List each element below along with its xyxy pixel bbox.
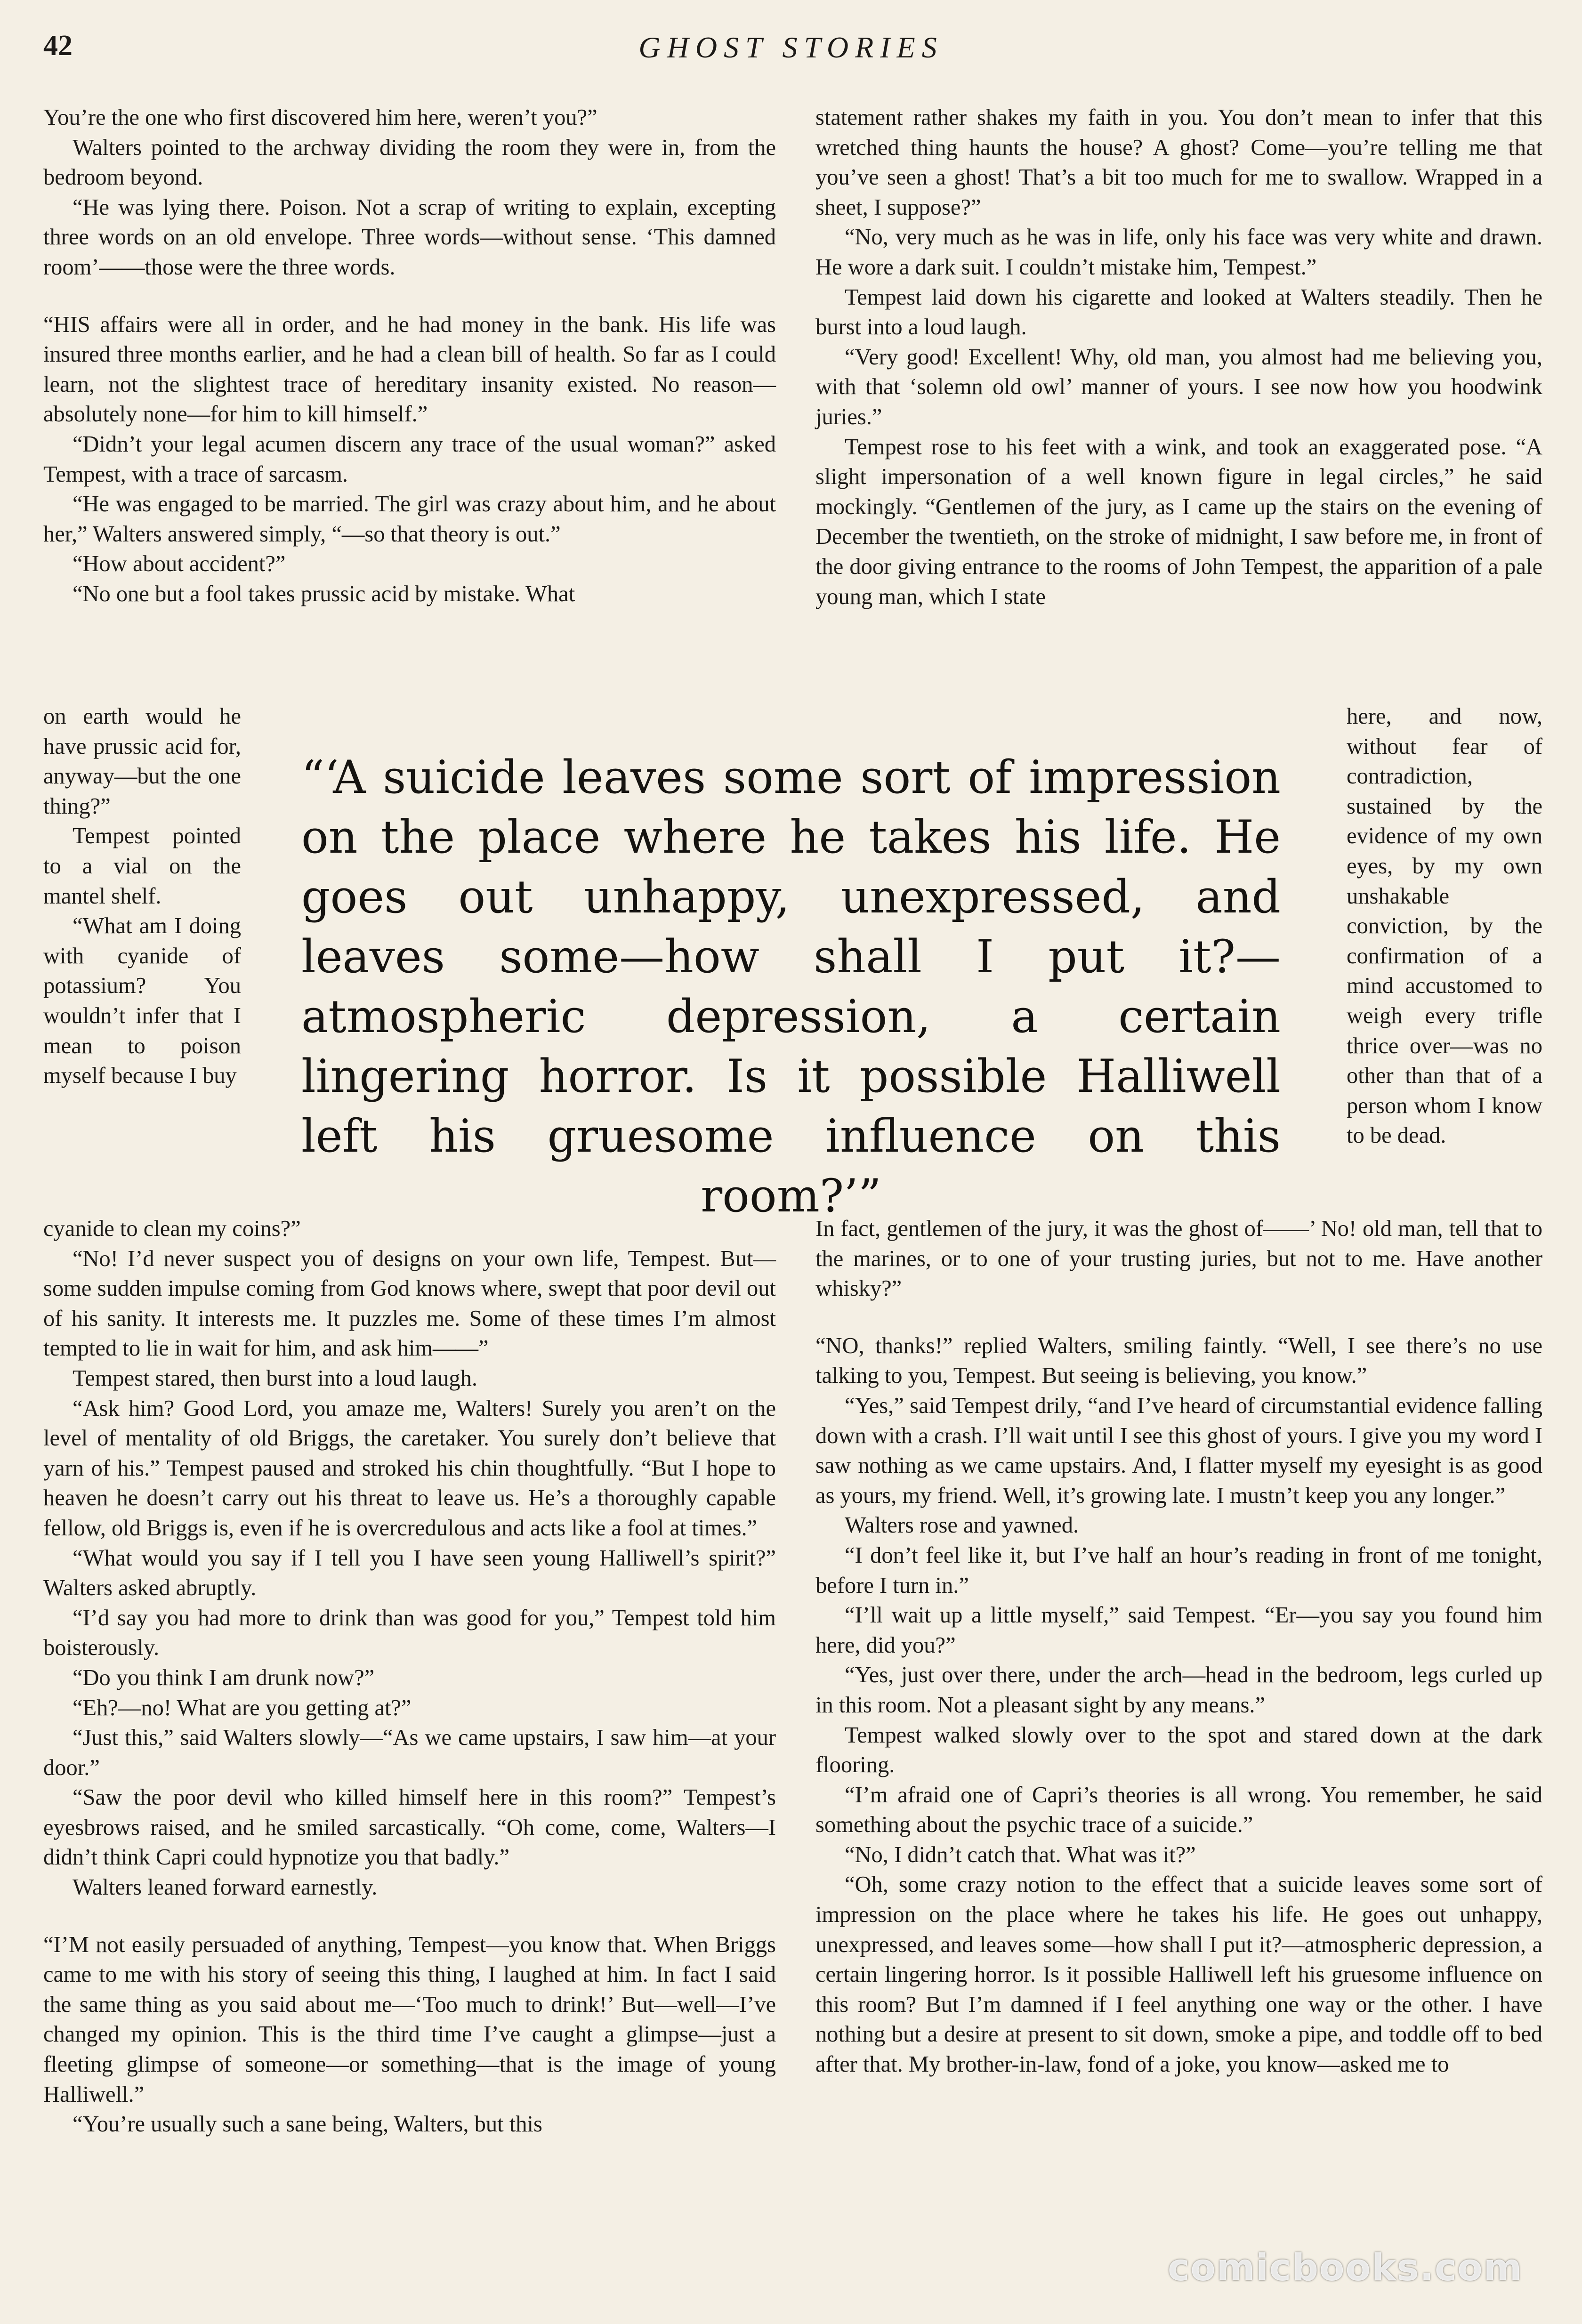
paragraph: “I’d say you had more to drink than was good for you,” Tempest told him boisterously.	[43, 1605, 776, 1661]
paragraph: “What would you say if I tell you I have seen young Halliwell’s spirit?” Walters asked abruptly.	[43, 1545, 776, 1601]
paragraph: Tempest rose to his feet with a wink, and took an exaggerated pose. “A slight impersonation of a well known figure in legal circles,” he said mockingly. “Gentlemen of the jury, as I came up the stairs on the evening of December the twentieth, on the stroke of midnight, I saw before me, in front of the door giving entrance to the rooms of John Tempest, the apparition of a pale young man, which I state	[815, 434, 1542, 609]
paragraph: “Very good! Excellent! Why, old man, you almost had me believing you, with that ‘solemn old owl’ manner of yours. I see now how you hoodwink juries.”	[815, 344, 1542, 429]
paragraph: “He was lying there. Poison. Not a scrap of writing to explain, excepting three words on an old envelope. Three words—without sense. ‘This damned room’——those were the three words.	[43, 194, 776, 280]
paragraph: “No one but a fool takes prussic acid by mistake. What	[73, 581, 575, 606]
paragraph: on earth would he have prussic acid for, anyway—but the one thing?”	[43, 704, 241, 819]
paragraph: Tempest pointed to a vial on the mantel shelf.	[43, 823, 241, 909]
paragraph: “Saw the poor devil who killed himself here in this room?” Tempest’s eyesbrows raised, and he smiled sarcastically. “Oh come, come, Walters—I didn’t think Capri could hypnotize you that badly.”	[43, 1785, 776, 1870]
paragraph: statement rather shakes my faith in you. You don’t mean to infer that this wretched thing haunts the house? A ghost? Come—you’re telling me that you’ve seen a ghost! That’s a bit too much for me to swallow. Wrapped in a sheet, I suppose?”	[815, 105, 1542, 220]
paragraph: “I don’t feel like it, but I’ve half an hour’s reading in front of me tonight, before I turn in.”	[815, 1542, 1542, 1598]
paragraph: “Didn’t your legal acumen discern any trace of the usual woman?” asked Tempest, with a trace of sarcasm.	[43, 431, 776, 487]
paragraph: here, and now, without fear of contradiction, sustained by the evidence of my own eyes, by my own unshakable conviction, by the confirmation of a mind accustomed to weigh every trifle thrice over—was no other than that of a person whom I know to be dead.	[1347, 704, 1542, 1148]
paragraph: “No! I’d never suspect you of designs on your own life, Tempest. But—some sudden impulse coming from God knows where, swept that poor devil out of his sanity. It interests me. It puzzles me. Some of these times I’m almost tempted to lie in wait for him, and ask him——”	[43, 1246, 776, 1361]
paragraph: “I’m afraid one of Capri’s theories is all wrong. You remember, he said something about the psychic trace of a suicide.”	[815, 1782, 1542, 1838]
paragraph: Walters pointed to the archway dividing the room they were in, from the bedroom beyond.	[43, 135, 776, 190]
watermark: comicbooks.com	[1168, 2247, 1523, 2289]
paragraph: “I’ll wait up a little myself,” said Tempest. “Er—you say you found him here, did you?”	[815, 1603, 1542, 1658]
magazine-title: GHOST STORIES	[638, 31, 944, 64]
paragraph: “I’M not easily persuaded of anything, Tempest—you know that. When Briggs came to me with his story of seeing this thing, I laughed at him. In fact I said the same thing as you said about me—‘Too much to drink!’ But—well—I’ve changed my opinion. This is the third time I’ve caught a glimpse—just a fleeting glimpse of someone—or something—that is the image of young Halliwell.”	[43, 1932, 776, 2107]
left-narrow-column	[43, 702, 241, 1091]
paragraph: Walters leaned forward earnestly.	[73, 1875, 378, 1900]
paragraph: “How about accident?”	[73, 551, 286, 577]
right-column-bottom	[815, 1214, 1542, 2080]
paragraph: “Yes,” said Tempest drily, “and I’ve heard of circumstantial evidence falling down with a crash. I’ll wait until I see this ghost of yours. I give you my word I saw nothing as we came upstairs. And, I flatter myself my eyesight is as good as yours, my friend. Well, it’s growing late. I mustn’t keep you any longer.”	[815, 1393, 1542, 1508]
paragraph: “Ask him? Good Lord, you amaze me, Walters! Surely you aren’t on the level of mentality of old Briggs, the caretaker. You surely don’t believe that yarn of his.” Tempest paused and stroked his chin thoughtfully. “But I hope to heaven he doesn’t carry out his threat to leave us. He’s a thoroughly capable fellow, old Briggs is, even if he is overcredulous and acts like a fool at times.”	[43, 1396, 776, 1541]
paragraph: In fact, gentlemen of the jury, it was the ghost of——’ No! old man, tell that to the marines, or to one of your trusting juries, but not to me. Have another whisky?”	[815, 1216, 1542, 1301]
right-narrow-column	[1347, 702, 1542, 1151]
paragraph: Tempest walked slowly over to the spot and stared down at the dark flooring.	[815, 1722, 1542, 1778]
paragraph: Tempest laid down his cigarette and looked at Walters steadily. Then he burst into a loud laugh.	[815, 284, 1542, 340]
pull-quote: “‘A suicide leaves some sort of impression on the place where he takes his life. He goes out unhappy, unexpressed, and leaves some—how shall I put it?—atmospheric depression, a certain lingering horror. Is it possible Halliwell left his gruesome influence on this room?’”	[301, 751, 1281, 1222]
paragraph: “No, I didn’t catch that. What was it?”	[845, 1842, 1196, 1867]
right-column-top	[815, 103, 1542, 612]
paragraph: “What am I doing with cyanide of potassium? You wouldn’t infer that I mean to poison myself because I buy	[43, 913, 241, 1089]
paragraph: “Oh, some crazy notion to the effect that a suicide leaves some sort of impression on the place where he takes his life. He goes out unhappy, unexpressed, and leaves some—how shall I put it?—atmospheric depression, a certain lingering horror. Is it possible Halliwell left his gruesome influence on this room? But I’m damned if I feel anything one way or the other. I have nothing but a desire at present to sit down, smoke a pipe, and toddle off to bed after that. My brother-in-law, fond of a joke, you know—asked me to	[815, 1872, 1542, 2077]
paragraph: You’re the one who first discovered him here, weren’t you?”	[43, 105, 597, 130]
paragraph: “Yes, just over there, under the arch—head in the bedroom, legs curled up in this room. Not a pleasant sight by any means.”	[815, 1662, 1542, 1718]
left-column-top	[43, 103, 776, 609]
paragraph: “No, very much as he was in life, only his face was very white and drawn. He wore a dark suit. I couldn’t mistake him, Tempest.”	[815, 225, 1542, 280]
paragraph: Walters rose and yawned.	[845, 1513, 1079, 1538]
paragraph: Tempest stared, then burst into a loud laugh.	[73, 1365, 477, 1391]
paragraph: “He was engaged to be married. The girl was crazy about him, and he about her,” Walters answered simply, “—so that theory is out.”	[43, 492, 776, 547]
page-number: 42	[43, 30, 73, 62]
paragraph: “Do you think I am drunk now?”	[73, 1665, 375, 1690]
left-column-bottom	[43, 1214, 776, 2139]
paragraph: cyanide to clean my coins?”	[43, 1216, 301, 1241]
paragraph: “You’re usually such a sane being, Walters, but this	[73, 2112, 542, 2137]
paragraph: “Just this,” said Walters slowly—“As we came upstairs, I saw him—at your door.”	[43, 1725, 776, 1780]
paragraph: “Eh?—no! What are you getting at?”	[73, 1695, 412, 1720]
paragraph: “NO, thanks!” replied Walters, smiling faintly. “Well, I see there’s no use talking to you, Tempest. But seeing is believing, you know.”	[815, 1333, 1542, 1388]
paragraph: “HIS affairs were all in order, and he had money in the bank. His life was insured three months earlier, and he had a clean bill of health. So far as I could learn, not the slightest trace of hereditary insanity existed. No reason—absolutely none—for him to kill himself.”	[43, 312, 776, 427]
